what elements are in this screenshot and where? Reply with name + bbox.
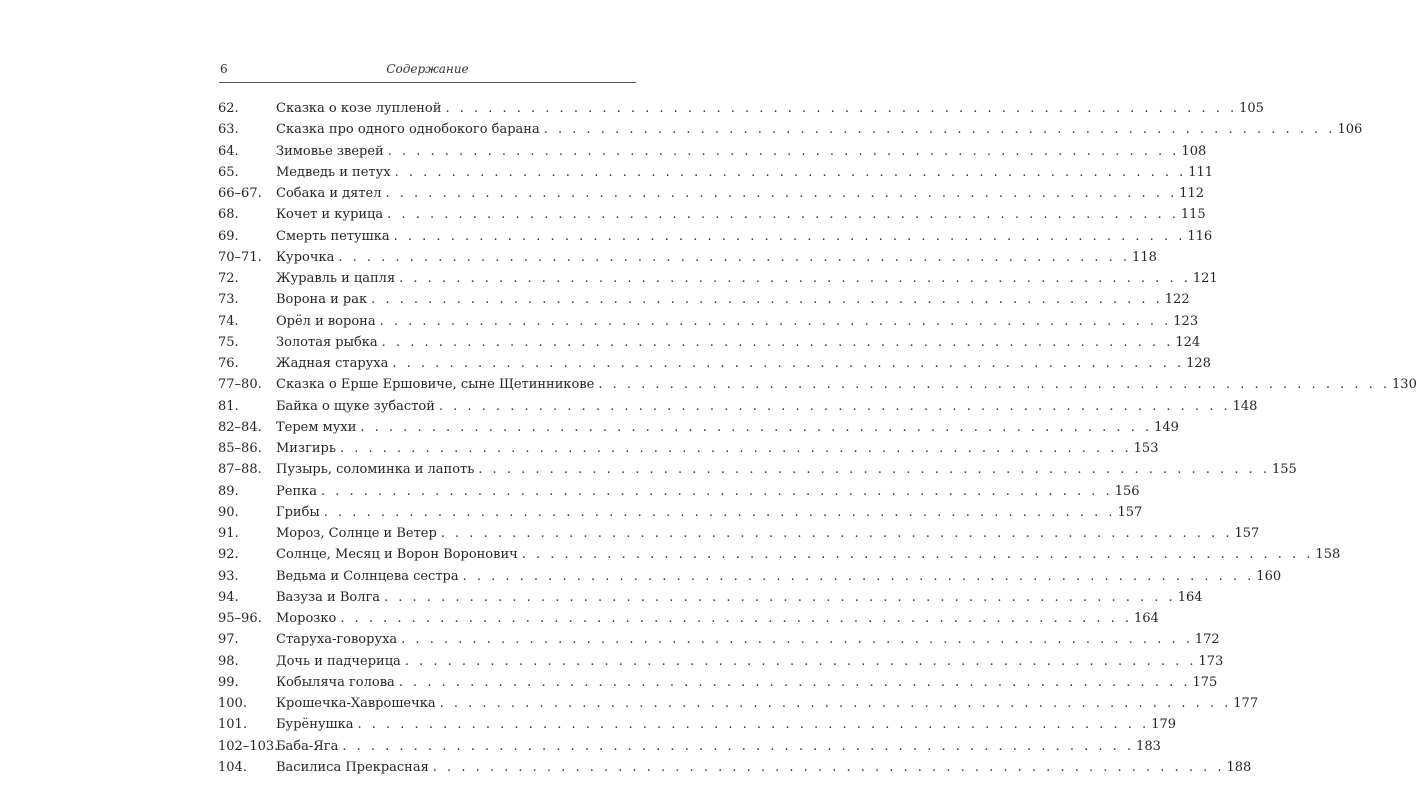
entry-number: 85–86. xyxy=(218,441,262,456)
toc-entry xyxy=(218,759,1252,781)
entry-line xyxy=(276,526,1260,542)
toc-entry xyxy=(218,101,1264,122)
entry-page-number: 128 xyxy=(1186,356,1211,371)
entry-page-number: 149 xyxy=(1154,419,1179,435)
entry-number: 62. xyxy=(218,101,239,116)
toc-entry xyxy=(218,249,1157,271)
entry-title: Кобыляча голова xyxy=(276,674,395,690)
entry-title: Сказка о Ерше Ершовиче, сыне Щетинникове xyxy=(276,377,595,393)
entry-number: 76. xyxy=(218,356,239,371)
entry-page-number: 179 xyxy=(1151,717,1177,733)
dot-leader: . . . . . . . . . . . . . . . . . . . . . . . . . . . . . . . . . . . . . . . . . . . . . . . . . . . . . . . . xyxy=(387,207,1179,223)
entry-title: Зимовье зверей xyxy=(276,143,384,159)
entry-title: Сказка про одного однобокого барана xyxy=(276,122,540,138)
entry-line xyxy=(276,419,1179,436)
entry-number: 70–71. xyxy=(218,249,262,265)
entry-line xyxy=(276,674,1218,691)
entry-page-number: 183 xyxy=(1136,738,1161,754)
dot-leader: . . . . . . . . . . . . . . . . . . . . . . . . . . . . . . . . . . . . . . . . . . . . . . . . . . . . . . . . xyxy=(392,356,1185,371)
entry-number: 91. xyxy=(218,526,239,541)
entry-page-number: 108 xyxy=(1181,143,1207,159)
entry-title: Собака и дятел xyxy=(276,186,382,201)
toc-entry xyxy=(218,568,1282,590)
entry-page-number: 155 xyxy=(1272,462,1297,478)
entry-number: 90. xyxy=(218,504,239,520)
entry-line xyxy=(276,377,1417,393)
dot-leader: . . . . . . . . . . . . . . . . . . . . . . . . . . . . . . . . . . . . . . . . . . . . . . . . . . . . . . . . xyxy=(521,547,1314,563)
dot-leader: . . . . . . . . . . . . . . . . . . . . . . . . . . . . . . . . . . . . . . . . . . . . . . . . . . . . . . . . xyxy=(598,377,1391,393)
entry-line xyxy=(276,207,1206,223)
entry-page-number: 188 xyxy=(1226,759,1252,775)
toc-entry xyxy=(218,271,1218,292)
dot-leader: . . . . . . . . . . . . . . . . . . . . . . . . . . . . . . . . . . . . . . . . . . . . . . . . . . . . . . . . xyxy=(401,632,1193,648)
entry-page-number: 123 xyxy=(1173,313,1199,329)
entry-page-number: 157 xyxy=(1117,504,1143,520)
entry-line xyxy=(276,547,1341,563)
entry-page-number: 164 xyxy=(1134,611,1159,626)
entry-line xyxy=(276,632,1220,648)
entry-title: Дочь и падчерица xyxy=(276,653,401,669)
toc-entry xyxy=(218,356,1211,377)
entry-number: 89. xyxy=(218,483,239,499)
entry-number: 77–80. xyxy=(218,377,262,393)
entry-title: Байка о щуке зубастой xyxy=(276,398,435,414)
toc-entry xyxy=(218,441,1159,462)
entry-number: 100. xyxy=(218,696,247,711)
entry-number: 93. xyxy=(218,568,239,584)
entry-line xyxy=(276,164,1214,181)
entry-title: Смерть петушка xyxy=(276,228,390,244)
entry-page-number: 153 xyxy=(1133,441,1159,456)
entry-number: 99. xyxy=(218,674,239,690)
entry-number: 101. xyxy=(218,717,247,733)
entry-number: 102–103. xyxy=(218,738,279,754)
dot-leader: . . . . . . . . . . . . . . . . . . . . . . . . . . . . . . . . . . . . . . . . . . . . . . . . . . . . . . . . xyxy=(432,759,1225,775)
dot-leader: . . . . . . . . . . . . . . . . . . . . . . . . . . . . . . . . . . . . . . . . . . . . . . . . . . . . . . . . xyxy=(445,101,1238,116)
entry-title: Крошечка-Хаврошечка xyxy=(276,696,436,711)
entry-title: Журавль и цапля xyxy=(276,271,396,286)
entry-title: Грибы xyxy=(276,504,320,520)
entry-number: 95–96. xyxy=(218,611,262,626)
entry-page-number: 115 xyxy=(1180,207,1206,223)
dot-leader: . . . . . . . . . . . . . . . . . . . . . . . . . . . . . . . . . . . . . . . . . . . . . . . . . . . . . . . . xyxy=(393,228,1186,244)
toc-entry xyxy=(218,292,1190,313)
toc-entry xyxy=(218,398,1258,420)
toc-entry xyxy=(218,589,1203,611)
entry-number: 72. xyxy=(218,271,239,286)
entry-page-number: 175 xyxy=(1192,674,1218,690)
toc-entry xyxy=(218,164,1214,186)
toc-entry xyxy=(218,611,1159,632)
entry-number: 82–84. xyxy=(218,419,262,435)
entry-line xyxy=(276,483,1140,500)
toc-entry xyxy=(218,674,1218,696)
entry-line xyxy=(276,759,1252,776)
dot-leader: . . . . . . . . . . . . . . . . . . . . . . . . . . . . . . . . . . . . . . . . . . . . . . . . . . . . . . . . xyxy=(357,717,1150,733)
toc-entry xyxy=(218,377,1417,398)
entry-title: Золотая рыбка xyxy=(276,334,378,350)
entry-title: Ведьма и Солнцева сестра xyxy=(276,568,459,584)
entry-page-number: 130 xyxy=(1392,377,1417,393)
entry-number: 92. xyxy=(218,547,239,563)
entry-page-number: 164 xyxy=(1177,589,1203,605)
dot-leader: . . . . . . . . . . . . . . . . . . . . . . . . . . . . . . . . . . . . . . . . . . . . . . . . . . . . . . . . xyxy=(398,674,1191,690)
entry-page-number: 116 xyxy=(1187,228,1213,244)
entry-line xyxy=(276,696,1259,712)
entry-line xyxy=(276,292,1190,308)
entry-line xyxy=(276,313,1199,330)
toc-entry xyxy=(218,419,1179,441)
toc-entry xyxy=(218,526,1260,547)
dot-leader: . . . . . . . . . . . . . . . . . . . . . . . . . . . . . . . . . . . . . . . . . . . . . . . . . . . . . . . . xyxy=(440,526,1233,541)
toc-entry xyxy=(218,228,1213,250)
entry-page-number: 124 xyxy=(1175,334,1201,350)
dot-leader: . . . . . . . . . . . . . . . . . . . . . . . . . . . . . . . . . . . . . . . . . . . . . . . . . . . . . . . . xyxy=(399,271,1191,286)
entry-line xyxy=(276,356,1211,372)
dot-leader: . . . . . . . . . . . . . . . . . . . . . . . . . . . . . . . . . . . . . . . . . . . . . . . . . . . . . . . . xyxy=(462,568,1255,584)
entry-number: 74. xyxy=(218,313,239,329)
entry-page-number: 157 xyxy=(1234,526,1260,541)
entry-line xyxy=(276,611,1159,627)
entry-line xyxy=(276,441,1159,457)
toc-entry xyxy=(218,696,1259,717)
entry-title: Мороз, Солнце и Ветер xyxy=(276,526,437,541)
entry-line xyxy=(276,228,1213,245)
dot-leader: . . . . . . . . . . . . . . . . . . . . . . . . . . . . . . . . . . . . . . . . . . . . . . . . . . . . . . . . xyxy=(439,696,1232,711)
dot-leader: . . . . . . . . . . . . . . . . . . . . . . . . . . . . . . . . . . . . . . . . . . . . . . . . . . . . . . . . xyxy=(387,143,1180,159)
entry-line xyxy=(276,462,1297,478)
entry-number: 63. xyxy=(218,122,239,138)
entry-line xyxy=(276,334,1201,351)
dot-leader: . . . . . . . . . . . . . . . . . . . . . . . . . . . . . . . . . . . . . . . . . . . . . . . . . . . . . . . . xyxy=(478,462,1270,478)
entry-title: Василиса Прекрасная xyxy=(276,759,429,775)
dot-leader: . . . . . . . . . . . . . . . . . . . . . . . . . . . . . . . . . . . . . . . . . . . . . . . . . . . . . . . . xyxy=(340,611,1133,626)
entry-title: Мизгирь xyxy=(276,441,336,456)
entry-line xyxy=(276,589,1203,606)
dot-leader: . . . . . . . . . . . . . . . . . . . . . . . . . . . . . . . . . . . . . . . . . . . . . . . . . . . . . . . . xyxy=(371,292,1163,308)
entry-page-number: 173 xyxy=(1198,653,1224,669)
entry-page-number: 112 xyxy=(1179,186,1205,201)
entry-title: Баба-Яга xyxy=(276,738,339,754)
entry-page-number: 121 xyxy=(1192,271,1218,286)
toc-entry xyxy=(218,547,1341,568)
entry-number: 87–88. xyxy=(218,462,262,478)
entry-number: 81. xyxy=(218,398,239,414)
entry-page-number: 111 xyxy=(1188,164,1214,180)
dot-leader: . . . . . . . . . . . . . . . . . . . . . . . . . . . . . . . . . . . . . . . . . . . . . . . . . . . . . . . . xyxy=(438,398,1231,414)
entry-title: Ворона и рак xyxy=(276,292,368,308)
entry-number: 94. xyxy=(218,589,239,605)
entry-title: Курочка xyxy=(276,249,335,265)
entry-number: 64. xyxy=(218,143,239,159)
table-of-contents xyxy=(218,101,1417,781)
toc-entry xyxy=(218,738,1161,760)
entry-line xyxy=(276,101,1264,117)
running-header xyxy=(220,62,635,82)
toc-entry xyxy=(218,143,1207,165)
dot-leader: . . . . . . . . . . . . . . . . . . . . . . . . . . . . . . . . . . . . . . . . . . . . . . . . . . . . . . . . xyxy=(381,334,1174,350)
dot-leader: . . . . . . . . . . . . . . . . . . . . . . . . . . . . . . . . . . . . . . . . . . . . . . . . . . . . . . . . xyxy=(360,419,1153,435)
entry-page-number: 118 xyxy=(1132,249,1157,265)
entry-title: Репка xyxy=(276,483,317,499)
entry-line xyxy=(276,653,1224,670)
entry-number: 69. xyxy=(218,228,239,244)
entry-page-number: 106 xyxy=(1337,122,1363,138)
entry-title: Жадная старуха xyxy=(276,356,389,371)
dot-leader: . . . . . . . . . . . . . . . . . . . . . . . . . . . . . . . . . . . . . . . . . . . . . . . . . . . . . . . . xyxy=(543,122,1336,138)
toc-entry xyxy=(218,462,1297,483)
toc-entry xyxy=(218,483,1140,505)
entry-title: Вазуза и Волга xyxy=(276,589,381,605)
dot-leader: . . . . . . . . . . . . . . . . . . . . . . . . . . . . . . . . . . . . . . . . . . . . . . . . . . . . . . . . xyxy=(342,738,1135,754)
entry-page-number: 148 xyxy=(1232,398,1258,414)
section-title: Содержание xyxy=(386,62,469,76)
entry-page-number: 160 xyxy=(1256,568,1282,584)
toc-entry xyxy=(218,207,1206,228)
entry-number: 97. xyxy=(218,632,239,648)
toc-entry xyxy=(218,313,1199,335)
dot-leader: . . . . . . . . . . . . . . . . . . . . . . . . . . . . . . . . . . . . . . . . . . . . . . . . . . . . . . . . xyxy=(404,653,1197,669)
dot-leader: . . . . . . . . . . . . . . . . . . . . . . . . . . . . . . . . . . . . . . . . . . . . . . . . . . . . . . . . xyxy=(379,313,1172,329)
entry-title: Кочет и курица xyxy=(276,207,384,223)
entry-title: Старуха-говоруха xyxy=(276,632,398,648)
entry-number: 68. xyxy=(218,207,239,223)
dot-leader: . . . . . . . . . . . . . . . . . . . . . . . . . . . . . . . . . . . . . . . . . . . . . . . . . . . . . . . . xyxy=(323,504,1116,520)
dot-leader: . . . . . . . . . . . . . . . . . . . . . . . . . . . . . . . . . . . . . . . . . . . . . . . . . . . . . . . . xyxy=(385,186,1178,201)
entry-page-number: 105 xyxy=(1239,101,1264,116)
dot-leader: . . . . . . . . . . . . . . . . . . . . . . . . . . . . . . . . . . . . . . . . . . . . . . . . . . . . . . . . xyxy=(338,249,1131,265)
dot-leader: . . . . . . . . . . . . . . . . . . . . . . . . . . . . . . . . . . . . . . . . . . . . . . . . . . . . . . . . xyxy=(394,164,1187,180)
entry-line xyxy=(276,717,1177,733)
entry-title: Морозко xyxy=(276,611,337,626)
entry-title: Солнце, Месяц и Ворон Воронович xyxy=(276,547,518,563)
entry-page-number: 177 xyxy=(1233,696,1259,711)
entry-number: 75. xyxy=(218,334,239,350)
entry-line xyxy=(276,568,1282,585)
dot-leader: . . . . . . . . . . . . . . . . . . . . . . . . . . . . . . . . . . . . . . . . . . . . . . . . . . . . . . . . xyxy=(320,483,1113,499)
entry-line xyxy=(276,143,1207,160)
entry-title: Сказка о козе лупленой xyxy=(276,101,442,116)
entry-line xyxy=(276,738,1161,755)
entry-number: 73. xyxy=(218,292,239,308)
toc-entry xyxy=(218,334,1201,356)
entry-title: Терем мухи xyxy=(276,419,357,435)
toc-entry xyxy=(218,504,1143,526)
dot-leader: . . . . . . . . . . . . . . . . . . . . . . . . . . . . . . . . . . . . . . . . . . . . . . . . . . . . . . . . xyxy=(339,441,1132,456)
entry-line xyxy=(276,122,1363,138)
entry-page-number: 172 xyxy=(1194,632,1220,648)
entry-line xyxy=(276,249,1157,266)
entry-title: Пузырь, соломинка и лапоть xyxy=(276,462,475,478)
page-number: 6 xyxy=(220,62,228,76)
toc-entry xyxy=(218,653,1224,675)
entry-line xyxy=(276,271,1218,287)
entry-number: 66–67. xyxy=(218,186,262,201)
entry-line xyxy=(276,504,1143,521)
entry-number: 98. xyxy=(218,653,239,669)
entry-page-number: 156 xyxy=(1114,483,1140,499)
entry-line xyxy=(276,186,1205,202)
toc-entry xyxy=(218,717,1177,738)
entry-title: Медведь и петух xyxy=(276,164,391,180)
toc-entry xyxy=(218,122,1363,143)
header-rule xyxy=(219,82,636,83)
entry-title: Бурёнушка xyxy=(276,717,354,733)
toc-entry xyxy=(218,632,1220,653)
entry-number: 104. xyxy=(218,759,247,775)
toc-entry xyxy=(218,186,1205,207)
dot-leader: . . . . . . . . . . . . . . . . . . . . . . . . . . . . . . . . . . . . . . . . . . . . . . . . . . . . . . . . xyxy=(384,589,1176,605)
entry-title: Орёл и ворона xyxy=(276,313,376,329)
entry-line xyxy=(276,398,1258,415)
entry-page-number: 158 xyxy=(1315,547,1341,563)
entry-page-number: 122 xyxy=(1164,292,1190,308)
entry-number: 65. xyxy=(218,164,239,180)
